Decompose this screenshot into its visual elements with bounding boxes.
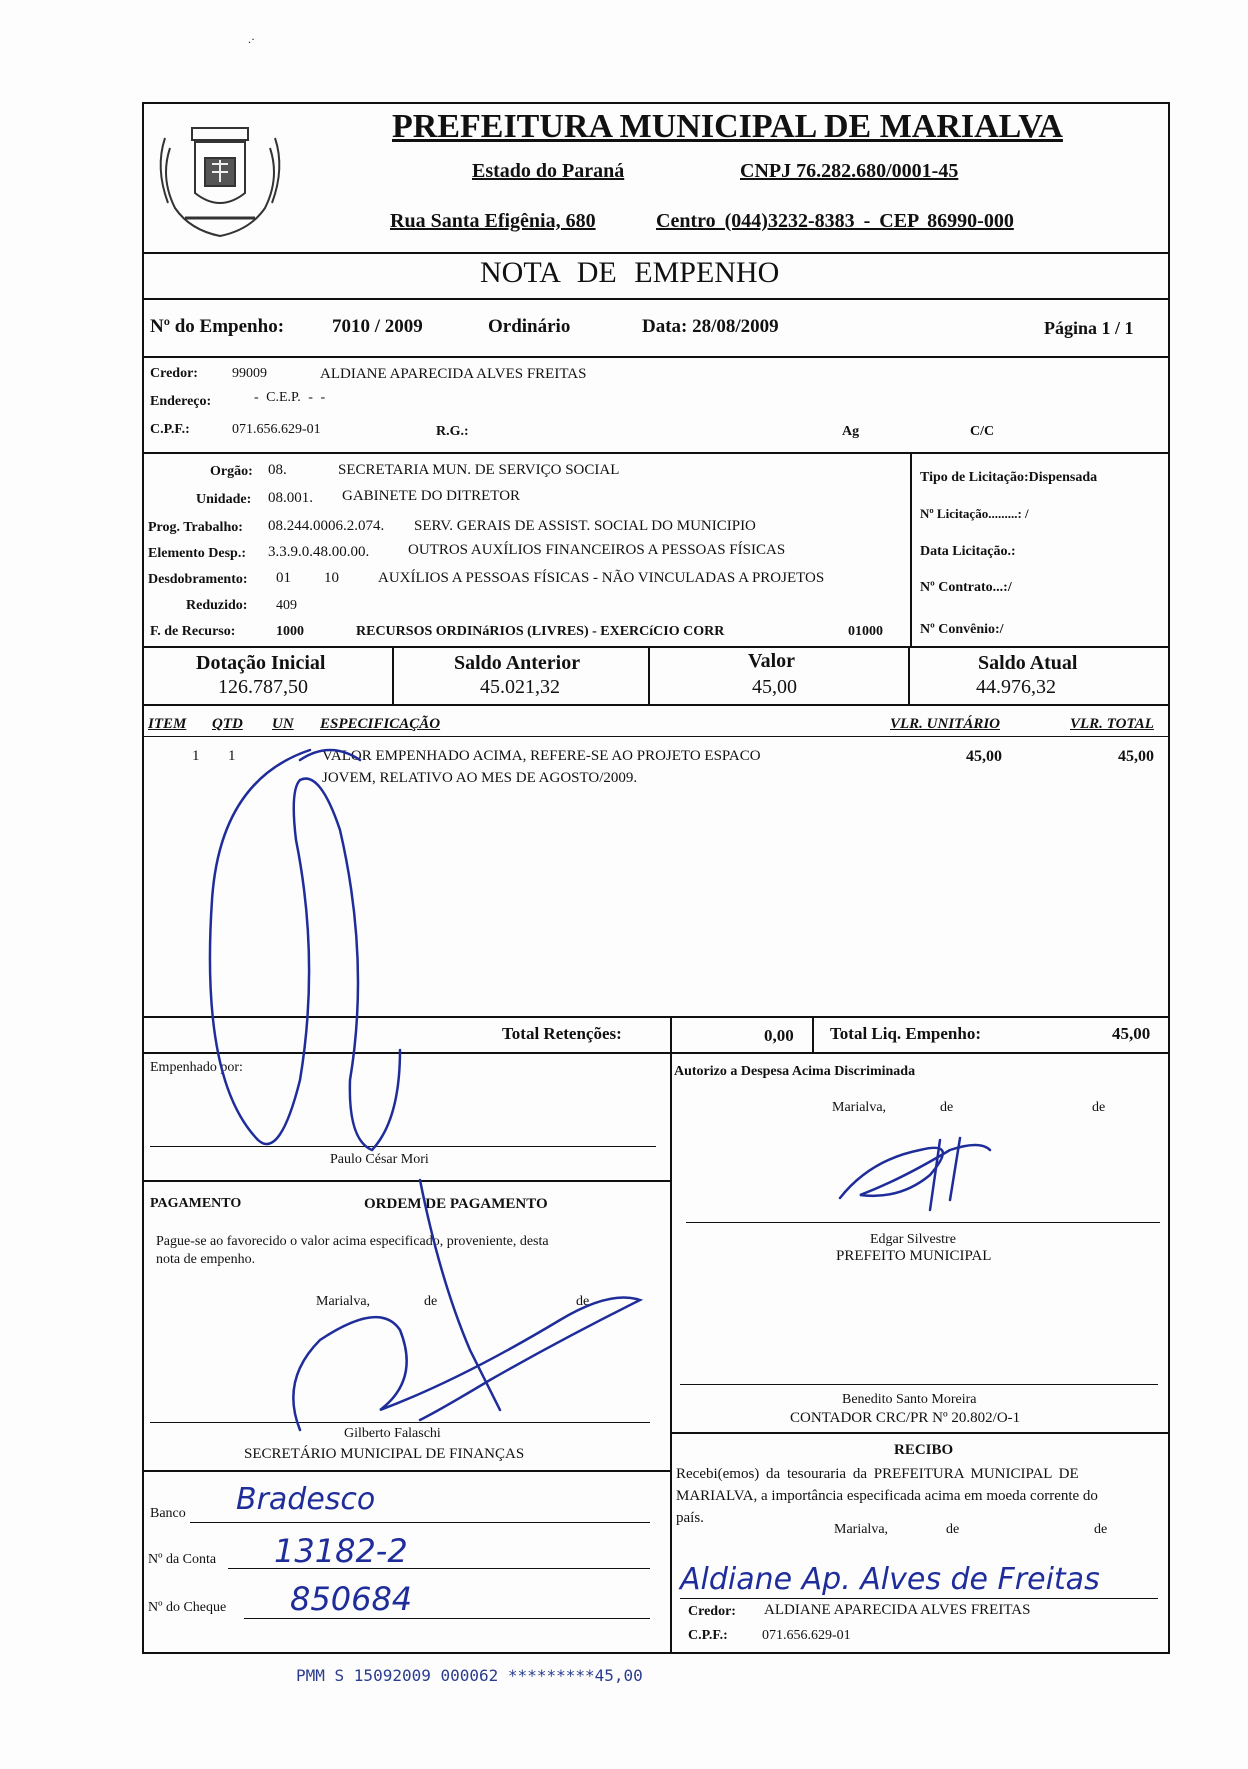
elemento-value: OUTROS AUXÍLIOS FINANCEIROS A PESSOAS FÍSICAS [408, 542, 786, 558]
desdobramento-code2: 10 [324, 570, 339, 586]
autorizo-label: Autorizo a Despesa Acima Discriminada [674, 1064, 916, 1079]
empenhado-label: Empenhado por: [150, 1060, 243, 1075]
recibo-cidade: Marialva, [834, 1522, 889, 1537]
saldo-anterior-value: 45.021,32 [480, 676, 560, 698]
prefeito-nome: Edgar Silvestre [870, 1232, 956, 1247]
empenho-number: 7010 / 2009 [332, 316, 423, 337]
licitacao-data: Data Licitação.: [920, 544, 1016, 559]
autorizo-cidade: Marialva, [832, 1100, 887, 1115]
valor-label: Valor [748, 650, 796, 672]
pagamento-texto1: Pague-se ao favorecido o valor acima especificado, proveniente, desta [156, 1234, 549, 1249]
recibo-de2: de [1094, 1522, 1108, 1537]
row-desc-line1: VALOR EMPENHADO ACIMA, REFERE-SE AO PROJETO ESPACO [322, 748, 761, 764]
cheque-value: 850684 [290, 1580, 413, 1618]
cpf-value: 071.656.629-01 [232, 422, 321, 437]
row-desc-line2: JOVEM, RELATIVO AO MES DE AGOSTO/2009. [322, 770, 638, 786]
orgao-code: 08. [268, 462, 287, 478]
endereco-label: Endereço: [150, 394, 212, 409]
ordem-pagamento-label: ORDEM DE PAGAMENTO [364, 1196, 548, 1212]
total-retencoes-label: Total Retenções: [502, 1024, 622, 1043]
recibo-texto3: país. [676, 1510, 704, 1526]
pagamento-label: PAGAMENTO [150, 1196, 242, 1211]
recibo-assinatura: Aldiane Ap. Alves de Freitas [680, 1562, 1100, 1597]
autorizo-de2: de [1092, 1100, 1106, 1115]
convenio-numero: Nº Convênio:/ [920, 622, 1004, 637]
contrato-numero: Nº Contrato...:/ [920, 580, 1012, 595]
header-especificacao: ESPECIFICAÇÃO [320, 716, 441, 732]
desdobramento-value: AUXÍLIOS A PESSOAS FÍSICAS - NÃO VINCULADAS A PROJETOS [378, 570, 825, 586]
header-un: UN [272, 716, 294, 732]
endereco-value: - C.E.P. - - [254, 390, 326, 405]
recibo-de1: de [946, 1522, 960, 1537]
pagamento-cidade: Marialva, [316, 1294, 371, 1309]
autorizo-de1: de [940, 1100, 954, 1115]
saldo-anterior-label: Saldo Anterior [454, 652, 581, 674]
empenho-number-label: Nº do Empenho: [150, 316, 285, 337]
contador-cargo: CONTADOR CRC/PR Nº 20.802/O-1 [790, 1410, 1021, 1426]
recibo-cpf-value: 071.656.629-01 [762, 1628, 851, 1643]
recibo-title: RECIBO [894, 1442, 954, 1458]
pagamento-de1: de [424, 1294, 438, 1309]
cnpj-label: CNPJ 76.282.680/0001-45 [740, 160, 959, 182]
recurso-value: RECURSOS ORDINáRIOS (LIVRES) - EXERCíCIO CORR [356, 624, 725, 639]
page-title: PREFEITURA MUNICIPAL DE MARIALVA [392, 108, 1063, 145]
elemento-label: Elemento Desp.: [148, 546, 246, 561]
recibo-credor-label: Credor: [688, 1604, 736, 1619]
dotacao-inicial-label: Dotação Inicial [196, 652, 326, 674]
licitacao-tipo: Tipo de Licitação:Dispensada [920, 470, 1098, 485]
banco-label: Banco [150, 1506, 186, 1521]
contador-nome: Benedito Santo Moreira [842, 1392, 977, 1407]
prefeito-cargo: PREFEITO MUNICIPAL [836, 1248, 992, 1264]
authentication-stamp: PMM S 15092009 000062 *********45,00 [296, 1666, 643, 1685]
credor-label: Credor: [150, 366, 198, 381]
scan-speck: .· [248, 32, 255, 46]
unidade-label: Unidade: [196, 492, 252, 507]
licitacao-numero: Nº Licitação.........: / [920, 506, 1029, 521]
credor-code: 99009 [232, 366, 267, 381]
total-liq-value: 45,00 [1112, 1024, 1151, 1043]
recibo-texto2: MARIALVA, a importância especificada acima em moeda corrente do [676, 1488, 1098, 1504]
conta-value: 13182-2 [274, 1532, 408, 1570]
cc-label: C/C [970, 424, 995, 439]
reduzido-value: 409 [276, 598, 297, 613]
pagamento-de2: de [576, 1294, 590, 1309]
total-retencoes-value: 0,00 [764, 1026, 794, 1045]
empenhado-nome: Paulo César Mori [330, 1152, 429, 1167]
rg-label: R.G.: [436, 424, 469, 439]
state-label: Estado do Paraná [472, 160, 625, 182]
total-liq-label: Total Liq. Empenho: [830, 1024, 981, 1043]
banco-value: Bradesco [236, 1482, 376, 1517]
orgao-label: Orgão: [210, 464, 253, 479]
empenho-date: Data: 28/08/2009 [642, 316, 779, 337]
header-vlr-total: VLR. TOTAL [1070, 716, 1154, 732]
recurso-code2: 01000 [848, 624, 883, 639]
unidade-code: 08.001. [268, 490, 313, 506]
row-item: 1 [192, 748, 200, 764]
prog-value: SERV. GERAIS DE ASSIST. SOCIAL DO MUNICIPIO [414, 518, 756, 534]
saldo-atual-value: 44.976,32 [976, 676, 1056, 698]
recibo-cpf-label: C.P.F.: [688, 1628, 728, 1643]
address-label: Rua Santa Efigênia, 680 [390, 210, 596, 232]
ag-label: Ag [842, 424, 860, 439]
cheque-label: Nº do Cheque [148, 1600, 227, 1615]
reduzido-label: Reduzido: [186, 598, 248, 613]
row-total-value: 45,00 [1118, 748, 1154, 765]
recibo-texto1: Recebi(emos) da tesouraria da PREFEITURA MUNICIPAL DE [676, 1466, 1079, 1482]
secretario-cargo: SECRETÁRIO MUNICIPAL DE FINANÇAS [244, 1446, 525, 1462]
empenho-type: Ordinário [488, 316, 571, 337]
credor-name: ALDIANE APARECIDA ALVES FREITAS [320, 366, 587, 382]
orgao-value: SECRETARIA MUN. DE SERVIÇO SOCIAL [338, 462, 620, 478]
coat-of-arms-logo [150, 108, 290, 244]
header-item: ITEM [148, 716, 187, 732]
row-qtd: 1 [228, 748, 236, 764]
secretario-nome: Gilberto Falaschi [344, 1426, 441, 1441]
prog-code: 08.244.0006.2.074. [268, 518, 385, 534]
dotacao-inicial-value: 126.787,50 [218, 676, 308, 698]
recibo-credor-nome: ALDIANE APARECIDA ALVES FREITAS [764, 1602, 1031, 1618]
address-contact: Centro (044)3232-8383 - CEP 86990-000 [656, 210, 1014, 232]
header-vlr-unitario: VLR. UNITÁRIO [890, 716, 1001, 732]
valor-value: 45,00 [752, 676, 797, 698]
saldo-atual-label: Saldo Atual [978, 652, 1078, 674]
recurso-label: F. de Recurso: [150, 624, 236, 639]
cpf-label: C.P.F.: [150, 422, 190, 437]
desdobramento-label: Desdobramento: [148, 572, 248, 587]
doc-title: NOTA DE EMPENHO [480, 256, 780, 289]
row-unit-value: 45,00 [966, 748, 1002, 765]
conta-label: Nº da Conta [148, 1552, 217, 1567]
elemento-code: 3.3.9.0.48.00.00. [268, 544, 370, 560]
header-qtd: QTD [212, 716, 243, 732]
unidade-value: GABINETE DO DITRETOR [342, 488, 521, 504]
page-number: Página 1 / 1 [1044, 318, 1134, 338]
pagamento-texto2: nota de empenho. [156, 1252, 256, 1267]
recurso-code: 1000 [276, 624, 304, 639]
desdobramento-code1: 01 [276, 570, 291, 586]
prog-label: Prog. Trabalho: [148, 520, 243, 535]
